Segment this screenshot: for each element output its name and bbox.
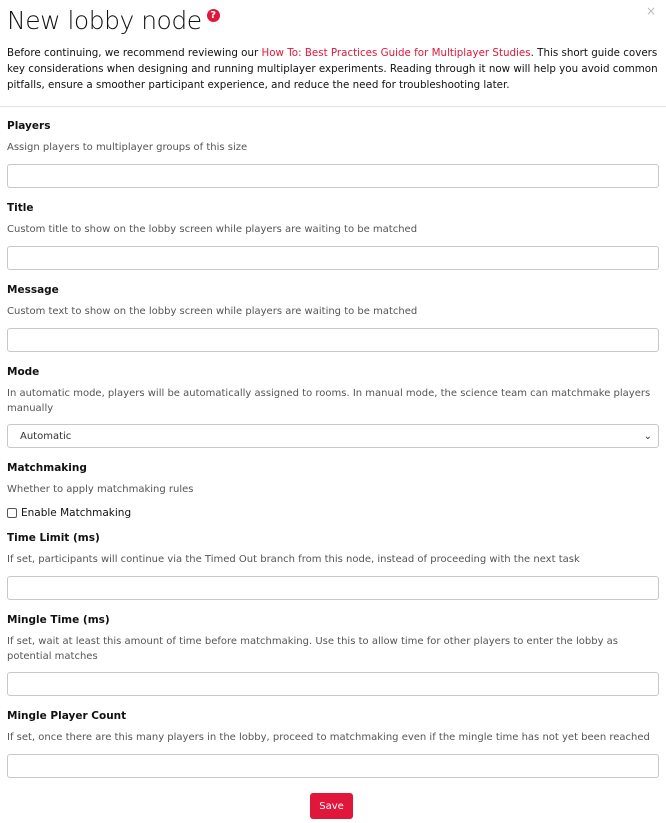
lobby-form bbox=[0, 107, 666, 778]
field-description: If set, wait at least this amount of time before matchmaking. Use this to allow time for other players to enter the lobby as potential matches bbox=[7, 636, 619, 662]
title-input[interactable] bbox=[7, 246, 659, 270]
field-label: Mode bbox=[7, 366, 40, 378]
time-limit-input[interactable] bbox=[7, 576, 659, 600]
field-description: Custom title to show on the lobby screen while players are waiting to be matched bbox=[7, 224, 418, 235]
field-description: Assign players to multiplayer groups of this size bbox=[7, 142, 248, 153]
modal-header bbox=[0, 0, 666, 107]
field-players bbox=[7, 118, 659, 188]
field-label: Time Limit (ms) bbox=[7, 532, 100, 544]
field-mingle-time bbox=[7, 612, 659, 696]
field-label: Title bbox=[7, 202, 34, 214]
field-mode bbox=[7, 364, 659, 448]
best-practices-link[interactable]: How To: Best Practices Guide for Multiplayer Studies bbox=[261, 47, 531, 59]
mode-selected-value: Automatic bbox=[20, 430, 72, 442]
field-description: If set, participants will continue via the Timed Out branch from this node, instead of proceeding with the next task bbox=[7, 554, 580, 565]
mingle-player-count-input[interactable] bbox=[7, 754, 659, 778]
field-mingle-player-count bbox=[7, 708, 659, 778]
field-description: In automatic mode, players will be automatically assigned to rooms. In manual mode, the science team can matchmake players manually bbox=[7, 388, 651, 414]
field-time-limit bbox=[7, 530, 659, 600]
help-icon[interactable]: ? bbox=[207, 9, 220, 22]
field-matchmaking bbox=[7, 460, 659, 520]
field-label: Matchmaking bbox=[7, 462, 87, 474]
intro-after: . This short guide covers key considerations when designing and running multiplayer experiments. Reading through it now will help you avoid common pitfalls, ensure a smoother participant experience, and reduce the need for troubleshooting later. bbox=[7, 47, 658, 91]
chevron-down-icon: ⌄ bbox=[643, 430, 652, 442]
save-button[interactable]: Save bbox=[310, 793, 353, 819]
title-text: New lobby node bbox=[7, 6, 202, 35]
field-description: Whether to apply matchmaking rules bbox=[7, 484, 194, 495]
field-description: If set, once there are this many players in the lobby, proceed to matchmaking even if the mingle time has not yet been reached bbox=[7, 732, 650, 743]
mode-select[interactable] bbox=[7, 424, 659, 448]
close-icon[interactable]: × bbox=[645, 4, 656, 18]
field-label: Message bbox=[7, 284, 59, 296]
page-title bbox=[7, 4, 659, 40]
field-label: Mingle Time (ms) bbox=[7, 614, 110, 626]
checkbox-icon[interactable] bbox=[7, 508, 17, 518]
checkbox-label: Enable Matchmaking bbox=[21, 507, 132, 519]
players-input[interactable] bbox=[7, 164, 659, 188]
field-description: Custom text to show on the lobby screen while players are waiting to be matched bbox=[7, 306, 418, 317]
field-message bbox=[7, 282, 659, 352]
enable-matchmaking-checkbox[interactable] bbox=[7, 506, 659, 520]
field-title bbox=[7, 200, 659, 270]
intro-before: Before continuing, we recommend reviewing our bbox=[7, 47, 262, 59]
field-label: Players bbox=[7, 120, 51, 132]
message-input[interactable] bbox=[7, 328, 659, 352]
field-label: Mingle Player Count bbox=[7, 710, 127, 722]
intro-text bbox=[7, 45, 659, 93]
mingle-time-input[interactable] bbox=[7, 672, 659, 696]
